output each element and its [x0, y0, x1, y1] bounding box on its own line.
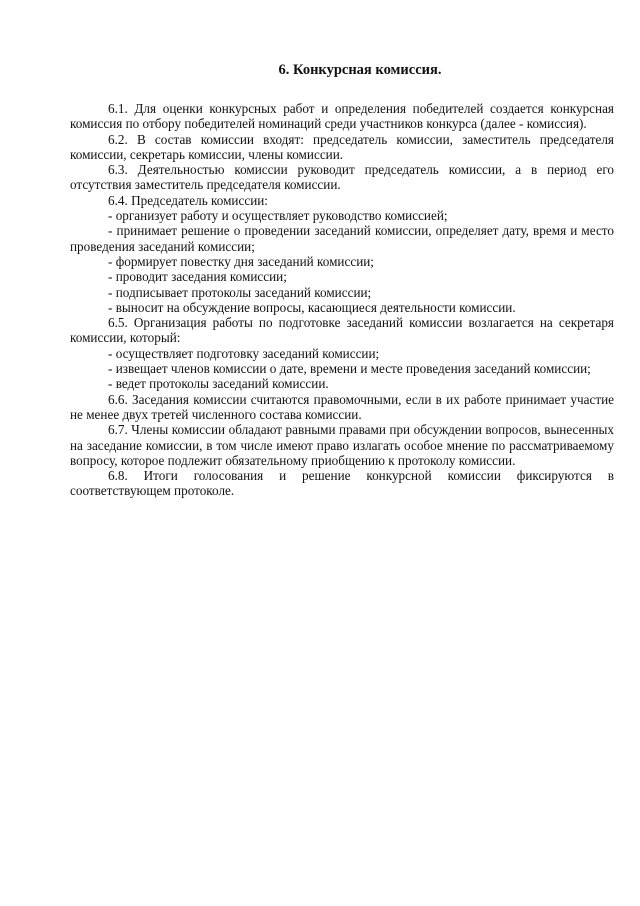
paragraph-6-8: 6.8. Итоги голосования и решение конкурсной комиссии фиксируются в соответствующем протоколе.	[70, 468, 614, 499]
paragraph-6-5: 6.5. Организация работы по подготовке заседаний комиссии возлагается на секретаря комиссии, который:	[70, 315, 614, 346]
list-item: - проводит заседания комиссии;	[108, 269, 287, 285]
list-item: - ведет протоколы заседаний комиссии.	[108, 376, 329, 392]
paragraph-6-4: 6.4. Председатель комиссии:	[108, 192, 268, 208]
list-item: - выносит на обсуждение вопросы, касающиеся деятельности комиссии.	[108, 299, 516, 315]
paragraph-6-2: 6.2. В состав комиссии входят: председатель комиссии, заместитель председателя комиссии, секретарь комиссии, члены комиссии.	[70, 131, 614, 162]
paragraph-6-6: 6.6. Заседания комиссии считаются правомочными, если в их работе принимает участие не менее двух третей численного состава комиссии.	[70, 391, 614, 422]
list-item: - формирует повестку дня заседаний комиссии;	[108, 253, 374, 269]
section-title: 6. Конкурсная комиссия.	[278, 62, 442, 78]
paragraph-6-7: 6.7. Члены комиссии обладают равными правами при обсуждении вопросов, вынесенных на заседание комиссии, в том числе имеют право излагать особое мнение по рассматриваемому вопросу, которое подлежит обязательному приобщению к протоколу комиссии.	[70, 422, 614, 468]
list-item: - извещает членов комиссии о дате, времени и месте проведения заседаний комиссии;	[108, 361, 591, 377]
list-item: - подписывает протоколы заседаний комиссии;	[108, 284, 372, 300]
list-item: - организует работу и осуществляет руководство комиссией;	[108, 208, 448, 224]
list-item: - принимает решение о проведении заседаний комиссии, определяет дату, время и место проведения заседаний комиссии;	[70, 223, 614, 254]
list-item: - осуществляет подготовку заседаний комиссии;	[108, 345, 380, 361]
paragraph-6-1: 6.1. Для оценки конкурсных работ и определения победителей создается конкурсная комиссия по отбору победителей номинаций среди участников конкурса (далее - комиссия).	[70, 101, 614, 132]
paragraph-6-3: 6.3. Деятельностью комиссии руководит председатель комиссии, а в период его отсутствия заместитель председателя комиссии.	[70, 162, 614, 193]
